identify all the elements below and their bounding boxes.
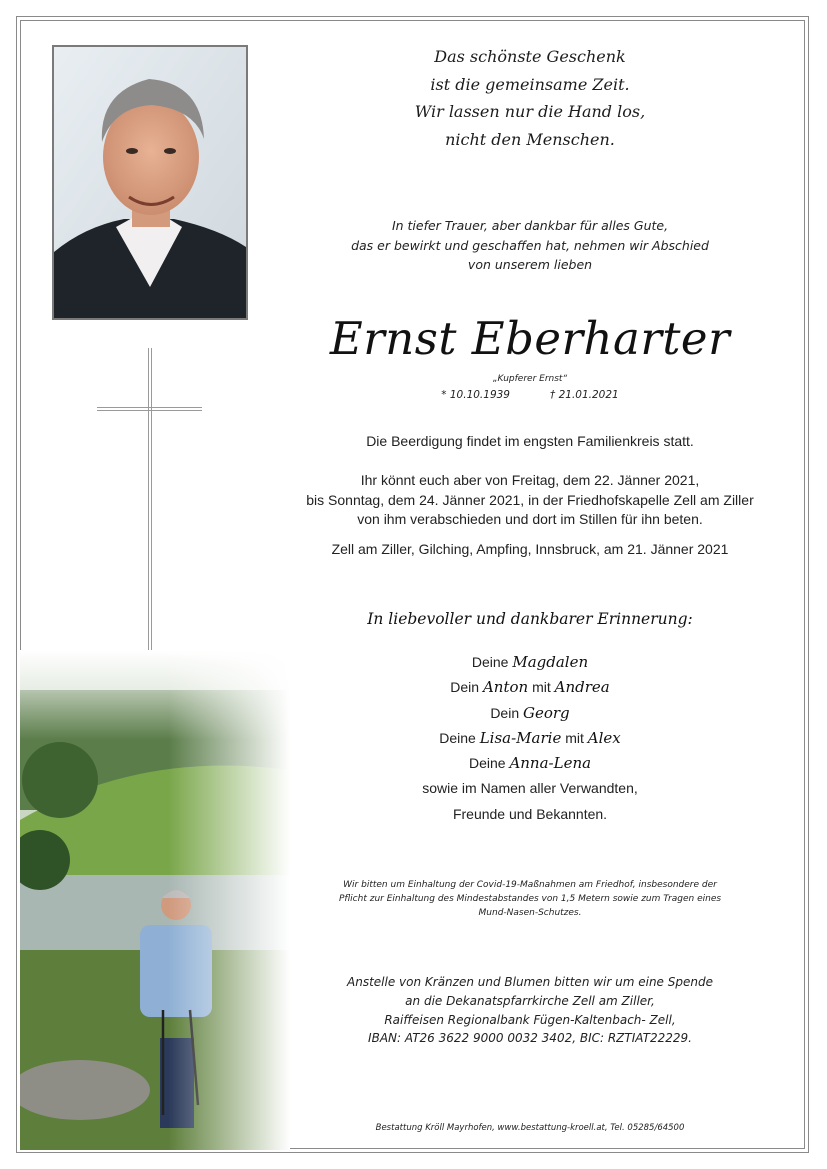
family-member-name: Anton — [482, 678, 529, 697]
family-member-name: Andrea — [554, 678, 610, 697]
family-member-name: Magdalen — [512, 653, 589, 671]
family-member-name: Anna-Lena — [509, 754, 592, 773]
landscape-illustration — [20, 650, 290, 1150]
family-line: sowie im Namen aller Verwandten, — [422, 780, 638, 797]
portrait-illustration — [54, 47, 246, 318]
family-relation: Dein — [450, 679, 480, 696]
visitation-line: bis Sonntag, dem 24. Jänner 2021, in der Friedhofskapelle Zell am Ziller — [306, 491, 754, 508]
family-line — [290, 726, 770, 751]
donation-line: Anstelle von Kränzen und Blumen bitten wir um eine Spende — [347, 975, 713, 989]
visitation-line: Ihr könnt euch aber von Freitag, dem 22. Jänner 2021, — [360, 472, 700, 488]
intro-line: von unserem lieben — [467, 257, 593, 272]
family-line — [290, 701, 770, 726]
place-date: Zell am Ziller, Gilching, Ampfing, Innsbruck, am 21. Jänner 2021 — [331, 541, 729, 557]
cross-horizontal-bar — [97, 407, 202, 411]
family-relation: Deine — [471, 654, 509, 670]
covid-line: Wir bitten um Einhaltung der Covid-19-Maßnahmen am Friedhof, insbesondere der — [343, 880, 717, 890]
memory-heading: In liebevoller und dankbarer Erinnerung: — [367, 610, 693, 628]
funeral-home-footer: Bestattung Kröll Mayrhofen, www.bestattung-kroell.at, Tel. 05285/64500 — [375, 1123, 685, 1133]
family-relation: Dein — [490, 704, 520, 721]
family-member-name: Alex — [587, 728, 621, 747]
motto-line: ist die gemeinsame Zeit. — [430, 74, 630, 94]
deceased-name: Ernst Eberharter — [329, 312, 731, 365]
donation-line: Raiffeisen Regionalbank Fügen-Kaltenbach- Zell, — [384, 1012, 676, 1027]
family-relation: Deine — [439, 729, 476, 746]
birth-date: * 10.10.1939 — [441, 389, 510, 401]
intro-text — [290, 216, 770, 275]
life-dates — [290, 386, 770, 404]
covid-line: Mund-Nasen-Schutzes. — [478, 908, 582, 918]
covid-line: Pflicht zur Einhaltung des Mindestabstandes von 1,5 Metern sowie zum Tragen eines — [338, 894, 722, 904]
portrait-photo — [52, 45, 248, 320]
family-line: Freunde und Bekannten. — [452, 805, 608, 822]
family-list — [290, 650, 770, 827]
visitation-text — [290, 471, 770, 530]
donation-line: an die Dekanatspfarrkirche Zell am Ziller, — [405, 993, 655, 1008]
donation-request — [290, 973, 770, 1048]
family-member-name: Georg — [523, 703, 570, 722]
motto-line: Das schönste Geschenk — [434, 47, 626, 66]
family-line — [290, 751, 770, 776]
family-connector: mit — [565, 729, 584, 746]
deceased-nickname: „Kupferer Ernst“ — [492, 374, 568, 384]
cross-vertical-bar — [148, 348, 152, 686]
intro-line: In tiefer Trauer, aber dankbar für alles Gute, — [391, 218, 669, 233]
motto-line: Wir lassen nur die Hand los, — [414, 102, 646, 121]
family-line — [290, 675, 770, 700]
family-line — [290, 650, 770, 675]
intro-line: das er bewirkt und geschaffen hat, nehmen wir Abschied — [351, 237, 709, 253]
donation-line: IBAN: AT26 3622 9000 0032 3402, BIC: RZTIAT22229. — [368, 1031, 692, 1046]
death-date: † 21.01.2021 — [550, 389, 619, 401]
funeral-notice: Die Beerdigung findet im engsten Familienkreis statt. — [366, 433, 694, 449]
landscape-photo — [20, 650, 290, 1150]
family-relation: Deine — [468, 755, 506, 772]
family-member-name: Lisa-Marie — [479, 728, 562, 747]
motto-line: nicht den Menschen. — [445, 129, 615, 149]
covid-notice — [290, 878, 770, 920]
visitation-line: von ihm verabschieden und dort im Stillen für ihn beten. — [357, 511, 703, 527]
family-connector: mit — [532, 679, 551, 696]
motto-poem — [290, 43, 770, 153]
